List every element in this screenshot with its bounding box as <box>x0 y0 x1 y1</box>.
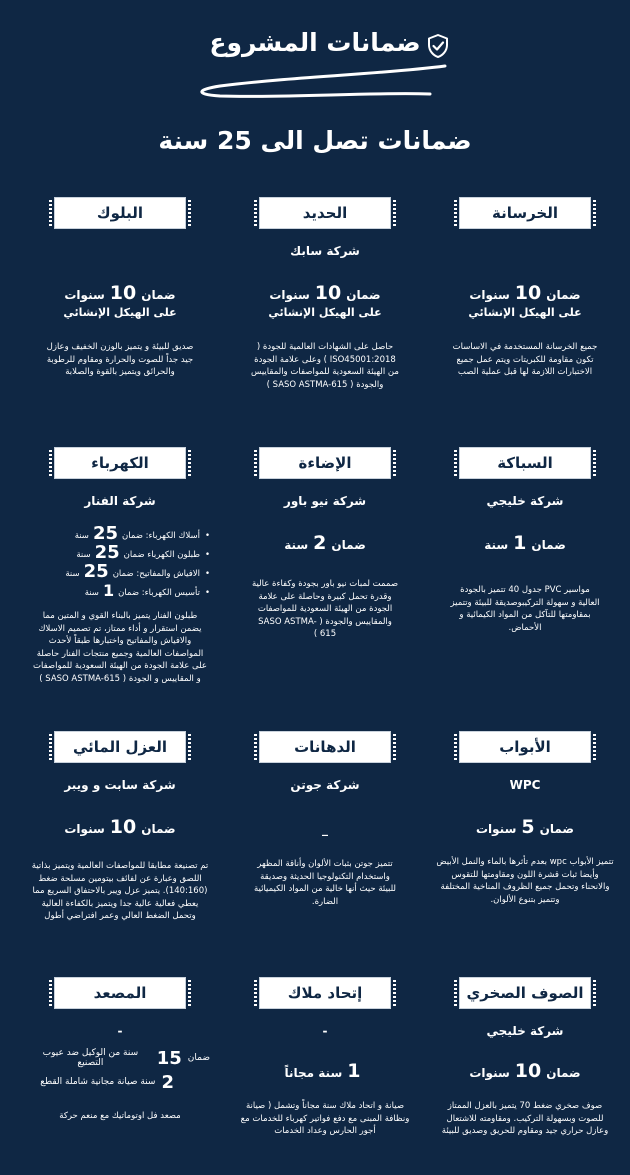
page-title: ضمانات المشروع <box>209 28 421 57</box>
owners-description: صيانة و اتحاد ملاك سنة مجاناً وتشمل ( صيانة ونظافة المبنى مع دفع فواتير كهرباء للخدمات مع أجور الحارس وعداد الخدمات <box>240 1101 410 1136</box>
plumbing-warranty: ضمان1سنة <box>484 532 566 554</box>
list-item: •طبلون الكهرباء ضمان25سنة <box>76 542 210 563</box>
concrete-label: الخرسانة <box>460 198 590 228</box>
elevator-description: مصعد فل اوتوماتيك مع منعم حركة <box>59 1111 181 1121</box>
rockwool-warranty: ضمان10سنوات <box>469 1060 581 1082</box>
plumbing-description: مواسير PVC جدول 40 تتميز بالجودة العالية و سهولة التركيبوصديقة للبيئة وتتميز بمقاومتها للتآكل من المواد الكيمائية و الأحماض. <box>450 585 600 633</box>
elevator-warranty-list <box>30 1046 210 1094</box>
owners-warranty: 1سنة مجاناً <box>284 1060 361 1082</box>
elevator-company: - <box>117 1024 123 1038</box>
elevator-label: المصعد <box>55 978 185 1008</box>
concrete-description: جميع الخرسانة المستخدمة في الاساسات تكون مقاومة للكبريتات ويتم عمل جميع الاختبارات اللازمة لها قبل عملية الصب <box>452 342 598 377</box>
lighting-company: شركة نيو باور <box>283 494 367 508</box>
owners-label: إتحاد ملاك <box>260 978 390 1008</box>
rockwool-card <box>435 978 615 1138</box>
steel-warranty-sub: على الهيكل الإنشائي <box>268 306 382 319</box>
page-header <box>0 22 630 92</box>
electric-label: الكهرباء <box>55 448 185 478</box>
electric-card <box>30 448 210 685</box>
waterproof-card <box>30 732 210 923</box>
doors-description: تتميز الأبواب wpc بعدم تأثرها بالماء والنمل الأبيض وأيضا ثبات قشرة اللون ومقاومتها للتقوس والانحناء وتحمل جميع الظروف المناخية المختلفة وتتميز بتنوع الألوان. <box>436 857 614 905</box>
shield-check-icon <box>424 32 452 60</box>
rockwool-description: صوف صخري ضغط 70 يتميز بالعزل الممتاز للصوت وبسهولة التركيب. ومقاومته للاشتعال وعازل حراري جيد ومقاوم للحريق وصديق للبيئة <box>441 1101 609 1136</box>
steel-warranty: ضمان10سنوات <box>269 282 381 304</box>
electric-description: طبلون الفنار يتميز بالبناء القوي و المتين مما يضمن استقرار و أداء ممتاز، تم تصميم الاسلاك والافياش والمفاتيح واختبارها طبقاً لأحدث المواصفات العالمية وجميع منتجات الفنار حاصلة على علامة الجودة من الهيئة السعودية للمواصفات و المقاييس و الجودة ( SASO ASTMA-615 ) <box>33 611 207 684</box>
lighting-label: الإضاءة <box>260 448 390 478</box>
concrete-card <box>435 198 615 379</box>
paints-company: شركة جوتن <box>290 778 360 792</box>
title-underline-swoosh <box>180 60 460 110</box>
plumbing-label: السباكة <box>460 448 590 478</box>
plumbing-card <box>435 448 615 634</box>
steel-label: الحديد <box>260 198 390 228</box>
waterproof-label: العزل المائي <box>55 732 185 762</box>
rockwool-company: شركة خليجي <box>486 1024 564 1038</box>
owners-card <box>235 978 415 1138</box>
steel-card <box>235 198 415 391</box>
doors-label: الأبواب <box>460 732 590 762</box>
concrete-warranty: ضمان10سنوات <box>469 282 581 304</box>
block-description: صديق للبيئة و يتميز بالوزن الخفيف وعازل جيد جداً للصوت والحرارة ومقاوم للرطوبة والحرائق ويتميز بالقوة والصلابة <box>46 342 194 377</box>
doors-card <box>435 732 615 906</box>
owners-company: - <box>322 1024 328 1038</box>
list-item: •أسلاك الكهرباء: ضمان25سنة <box>74 523 210 544</box>
rockwool-label: الصوف الصخري <box>460 978 590 1008</box>
list-item: 2 سنة صيانة مجانية شاملة القطع <box>40 1071 174 1093</box>
steel-description: حاصل على الشهادات العالمية للجودة ( ISO45001:2018 ) وعلى علامة الجودة من الهيئة السعودية للمواصفات والمقاييس والجودة ( SASO ASTMA-615 ) <box>251 342 399 390</box>
lighting-warranty: ضمان2سنة <box>284 532 366 554</box>
list-item: ضمان 15 سنة من الوكيل ضد عيوب التصنيع <box>42 1047 210 1069</box>
waterproof-warranty: ضمان10سنوات <box>64 816 176 838</box>
block-warranty-sub: على الهيكل الإنشائي <box>63 306 177 319</box>
list-item: •الافياش والمفاتيح: ضمان25سنة <box>65 561 210 582</box>
doors-company: WPC <box>509 778 541 792</box>
paints-description: تتميز جوتن بثبات الألوان وأناقة المظهر واستخدام التكنولوجيا الحديثة وصديقة للبيئة حيث أنها خالية من المواد الكيميائية الضارة. <box>253 859 397 907</box>
lighting-card <box>235 448 415 641</box>
waterproof-description: تم تصنيعة مطابقا للمواصفات العالمية ويتميز بذاتية اللصق وعبارة عن لفائف بيتومين مسلحة ضغط (140:160). يتميز عزل ويبر بالاحتفاق السريع مما يعطي فعالية عالية جدا ويتميز بالكفاءة العالية وتحمل الضغط العالي وعمر افتراضي أطول <box>31 861 209 921</box>
steel-company: شركة سابك <box>290 244 360 258</box>
paints-label: الدهانات <box>260 732 390 762</box>
page-subtitle: ضمانات تصل الى 25 سنة <box>158 126 472 155</box>
electric-warranty-list <box>30 524 210 600</box>
block-warranty: ضمان10سنوات <box>64 282 176 304</box>
concrete-warranty-sub: على الهيكل الإنشائي <box>468 306 582 319</box>
block-card <box>30 198 210 379</box>
paints-card <box>235 732 415 908</box>
waterproof-company: شركة سابت و ويبر <box>64 778 176 792</box>
block-label: البلوك <box>55 198 185 228</box>
electric-company: شركة الفنار <box>84 494 156 508</box>
paints-warranty-dash: _ <box>322 822 328 836</box>
elevator-card <box>30 978 210 1123</box>
doors-warranty: ضمان5سنوات <box>475 816 575 838</box>
lighting-description: صممت لمبات نيو باور بجودة وكفاءة عالية وقدرة تحمل كبيرة وحاصلة على علامة الجودة من الهيئة السعودية للمواصفات والمقاييس والجودة ( SASO ASTMA-615 ) <box>251 579 399 639</box>
list-item: •تأسيس الكهرباء: ضمان1سنة <box>84 581 210 600</box>
plumbing-company: شركة خليجي <box>486 494 564 508</box>
